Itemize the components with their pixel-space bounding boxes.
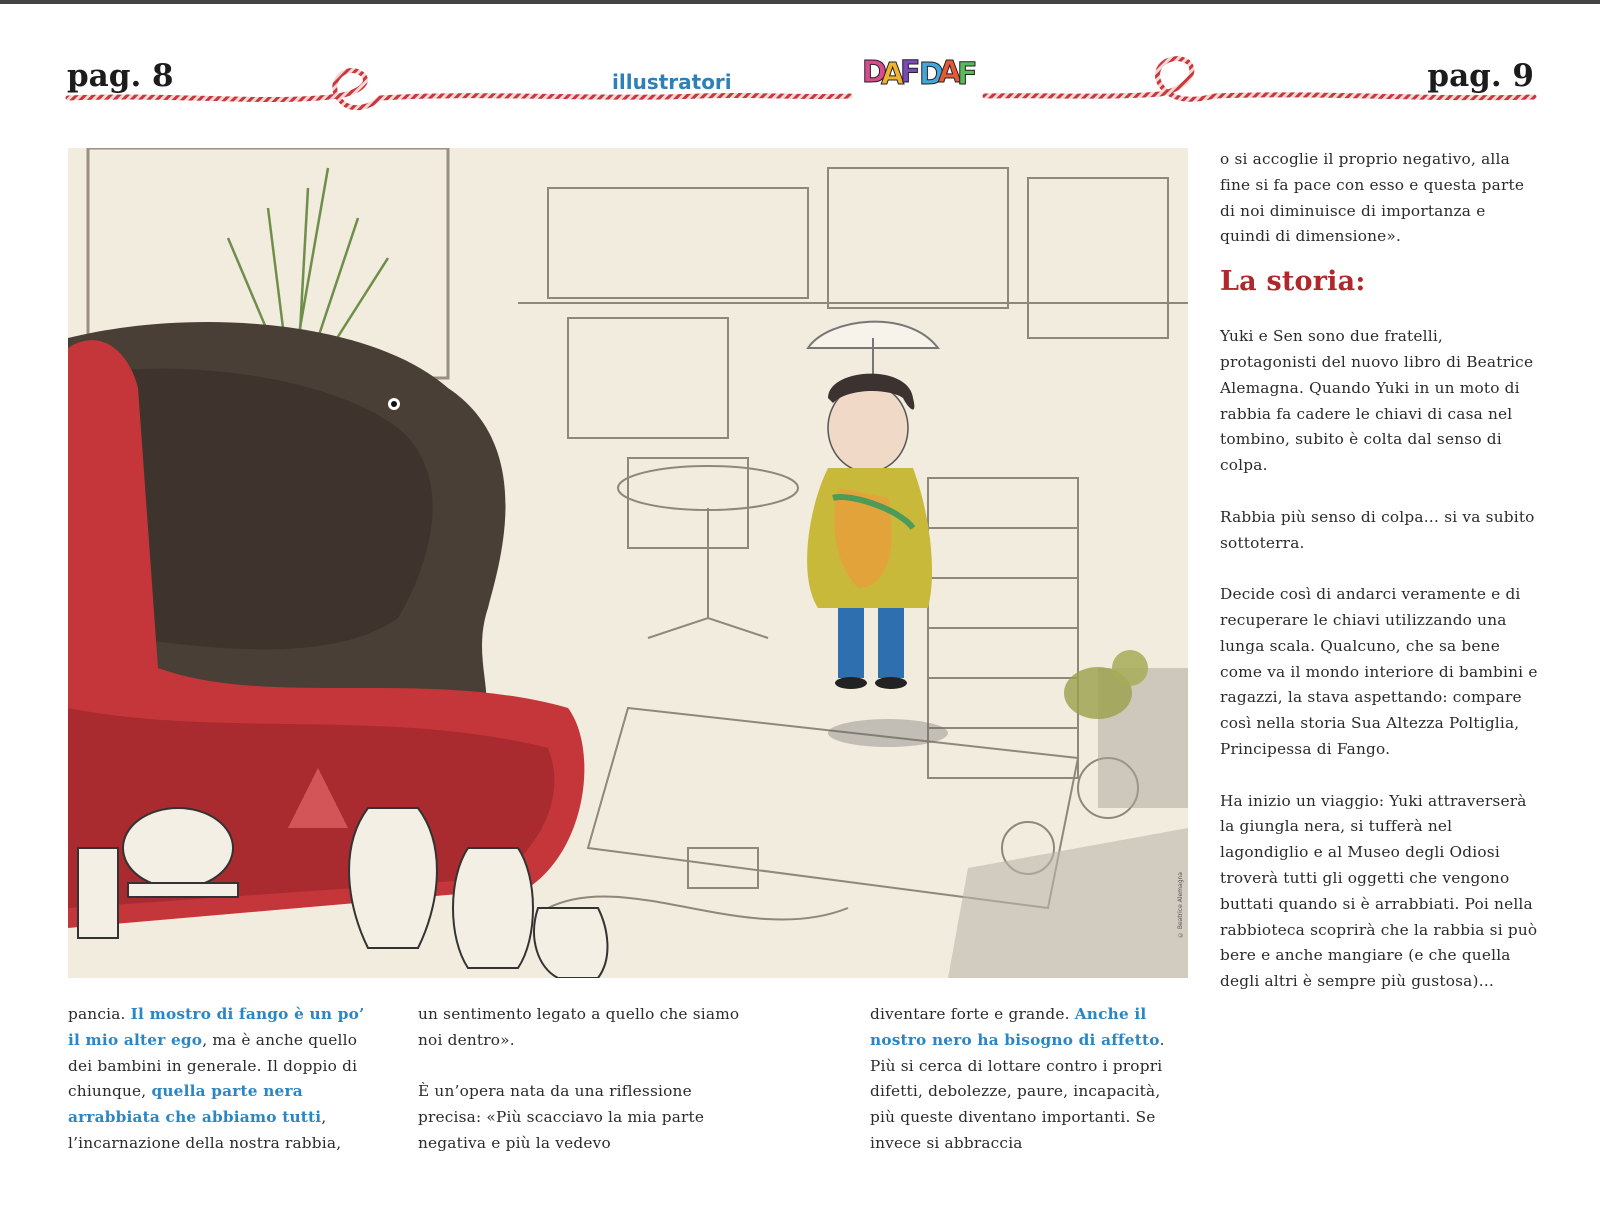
- page-number-left: pag. 8: [67, 58, 174, 94]
- illustration-credit: © Beatrice Alemagna: [1177, 871, 1184, 938]
- c4-paragraph-4: Ha inizio un viaggio: Yuki attraverserà la giungla nera, si tufferà nel lagondiglio e al Museo degli Odiosi troverà tutti gli oggetti che vengono buttati quando si è arrabbiati. Poi nella rabbioteca scoprirà che la rabbia si può bere e anche mangiare (e che quella degli altri è sempre più gustosa)…: [1220, 791, 1538, 991]
- text-column-1: [68, 1002, 368, 1157]
- c4-paragraph-2: Rabbia più senso di colpa… si va subito sottoterra.: [1220, 507, 1535, 552]
- c1-text-e: , l’incarnazione della nostra rabbia,: [68, 1108, 342, 1152]
- text-column-3: [870, 1002, 1180, 1157]
- svg-text:A: A: [881, 57, 905, 92]
- svg-text:D: D: [919, 57, 944, 92]
- c4-paragraph-1: Yuki e Sen sono due fratelli, protagonisti del nuovo libro di Beatrice Alemagna. Quando Yuki in un moto di rabbia fa cadere le chiavi di casa nel tombino, subito è colta dal senso di colpa.: [1220, 327, 1534, 475]
- illustration-art: [68, 148, 1188, 978]
- svg-text:F: F: [900, 55, 921, 90]
- text-column-2: [418, 1002, 748, 1157]
- svg-text:F: F: [957, 57, 978, 92]
- text-column-4: [1220, 147, 1540, 995]
- c3-text-a: diventare forte e grande.: [870, 1005, 1075, 1023]
- c3-highlight: Anche il nostro nero ha bisogno di affetto: [870, 1005, 1160, 1049]
- svg-text:D: D: [862, 55, 887, 90]
- svg-text:A: A: [938, 55, 962, 90]
- section-title: illustratori: [612, 70, 732, 94]
- c4-intro: o si accoglie il proprio negativo, alla fine si fa pace con esso e questa parte di noi diminuisce di importanza e quindi di dimensione».: [1220, 150, 1525, 246]
- c2-paragraph-2: È un’opera nata da una riflessione precisa: «Più scacciavo la mia parte negativa e più la vedevo: [418, 1082, 705, 1152]
- page-number-right: pag. 9: [1427, 58, 1534, 94]
- dafdaf-logo: [862, 52, 982, 96]
- c1-highlight-1: Il mostro di fango è un po’ il mio alter ego: [68, 1005, 365, 1049]
- illustration: [68, 148, 1188, 978]
- c3-text-c: . Più si cerca di lottare contro i propri difetti, debolezze, paure, incapacità, più queste diventano importanti. Se invece si abbraccia: [870, 1030, 1165, 1152]
- c1-text-c: , ma è anche quello dei bambini in generale. Il doppio di chiunque,: [68, 1030, 358, 1101]
- c4-paragraph-3: Decide così di andarci veramente e di recuperare le chiavi utilizzando una lunga scala. Qualcuno, che sa bene come va il mondo interiore di bambini e ragazzi, la stava aspettando: compare così nella storia Sua Altezza Poltiglia, Principessa di Fango.: [1220, 585, 1538, 758]
- rope-decoration: [0, 0, 1600, 130]
- c1-highlight-2: quella parte nera arrabbiata che abbiamo tutti: [68, 1082, 322, 1127]
- c1-text-a: pancia.: [68, 1005, 131, 1023]
- c2-paragraph-1: un sentimento legato a quello che siamo noi dentro».: [418, 1005, 740, 1049]
- storia-heading: La storia:: [1220, 266, 1366, 298]
- page-header: [0, 0, 1600, 130]
